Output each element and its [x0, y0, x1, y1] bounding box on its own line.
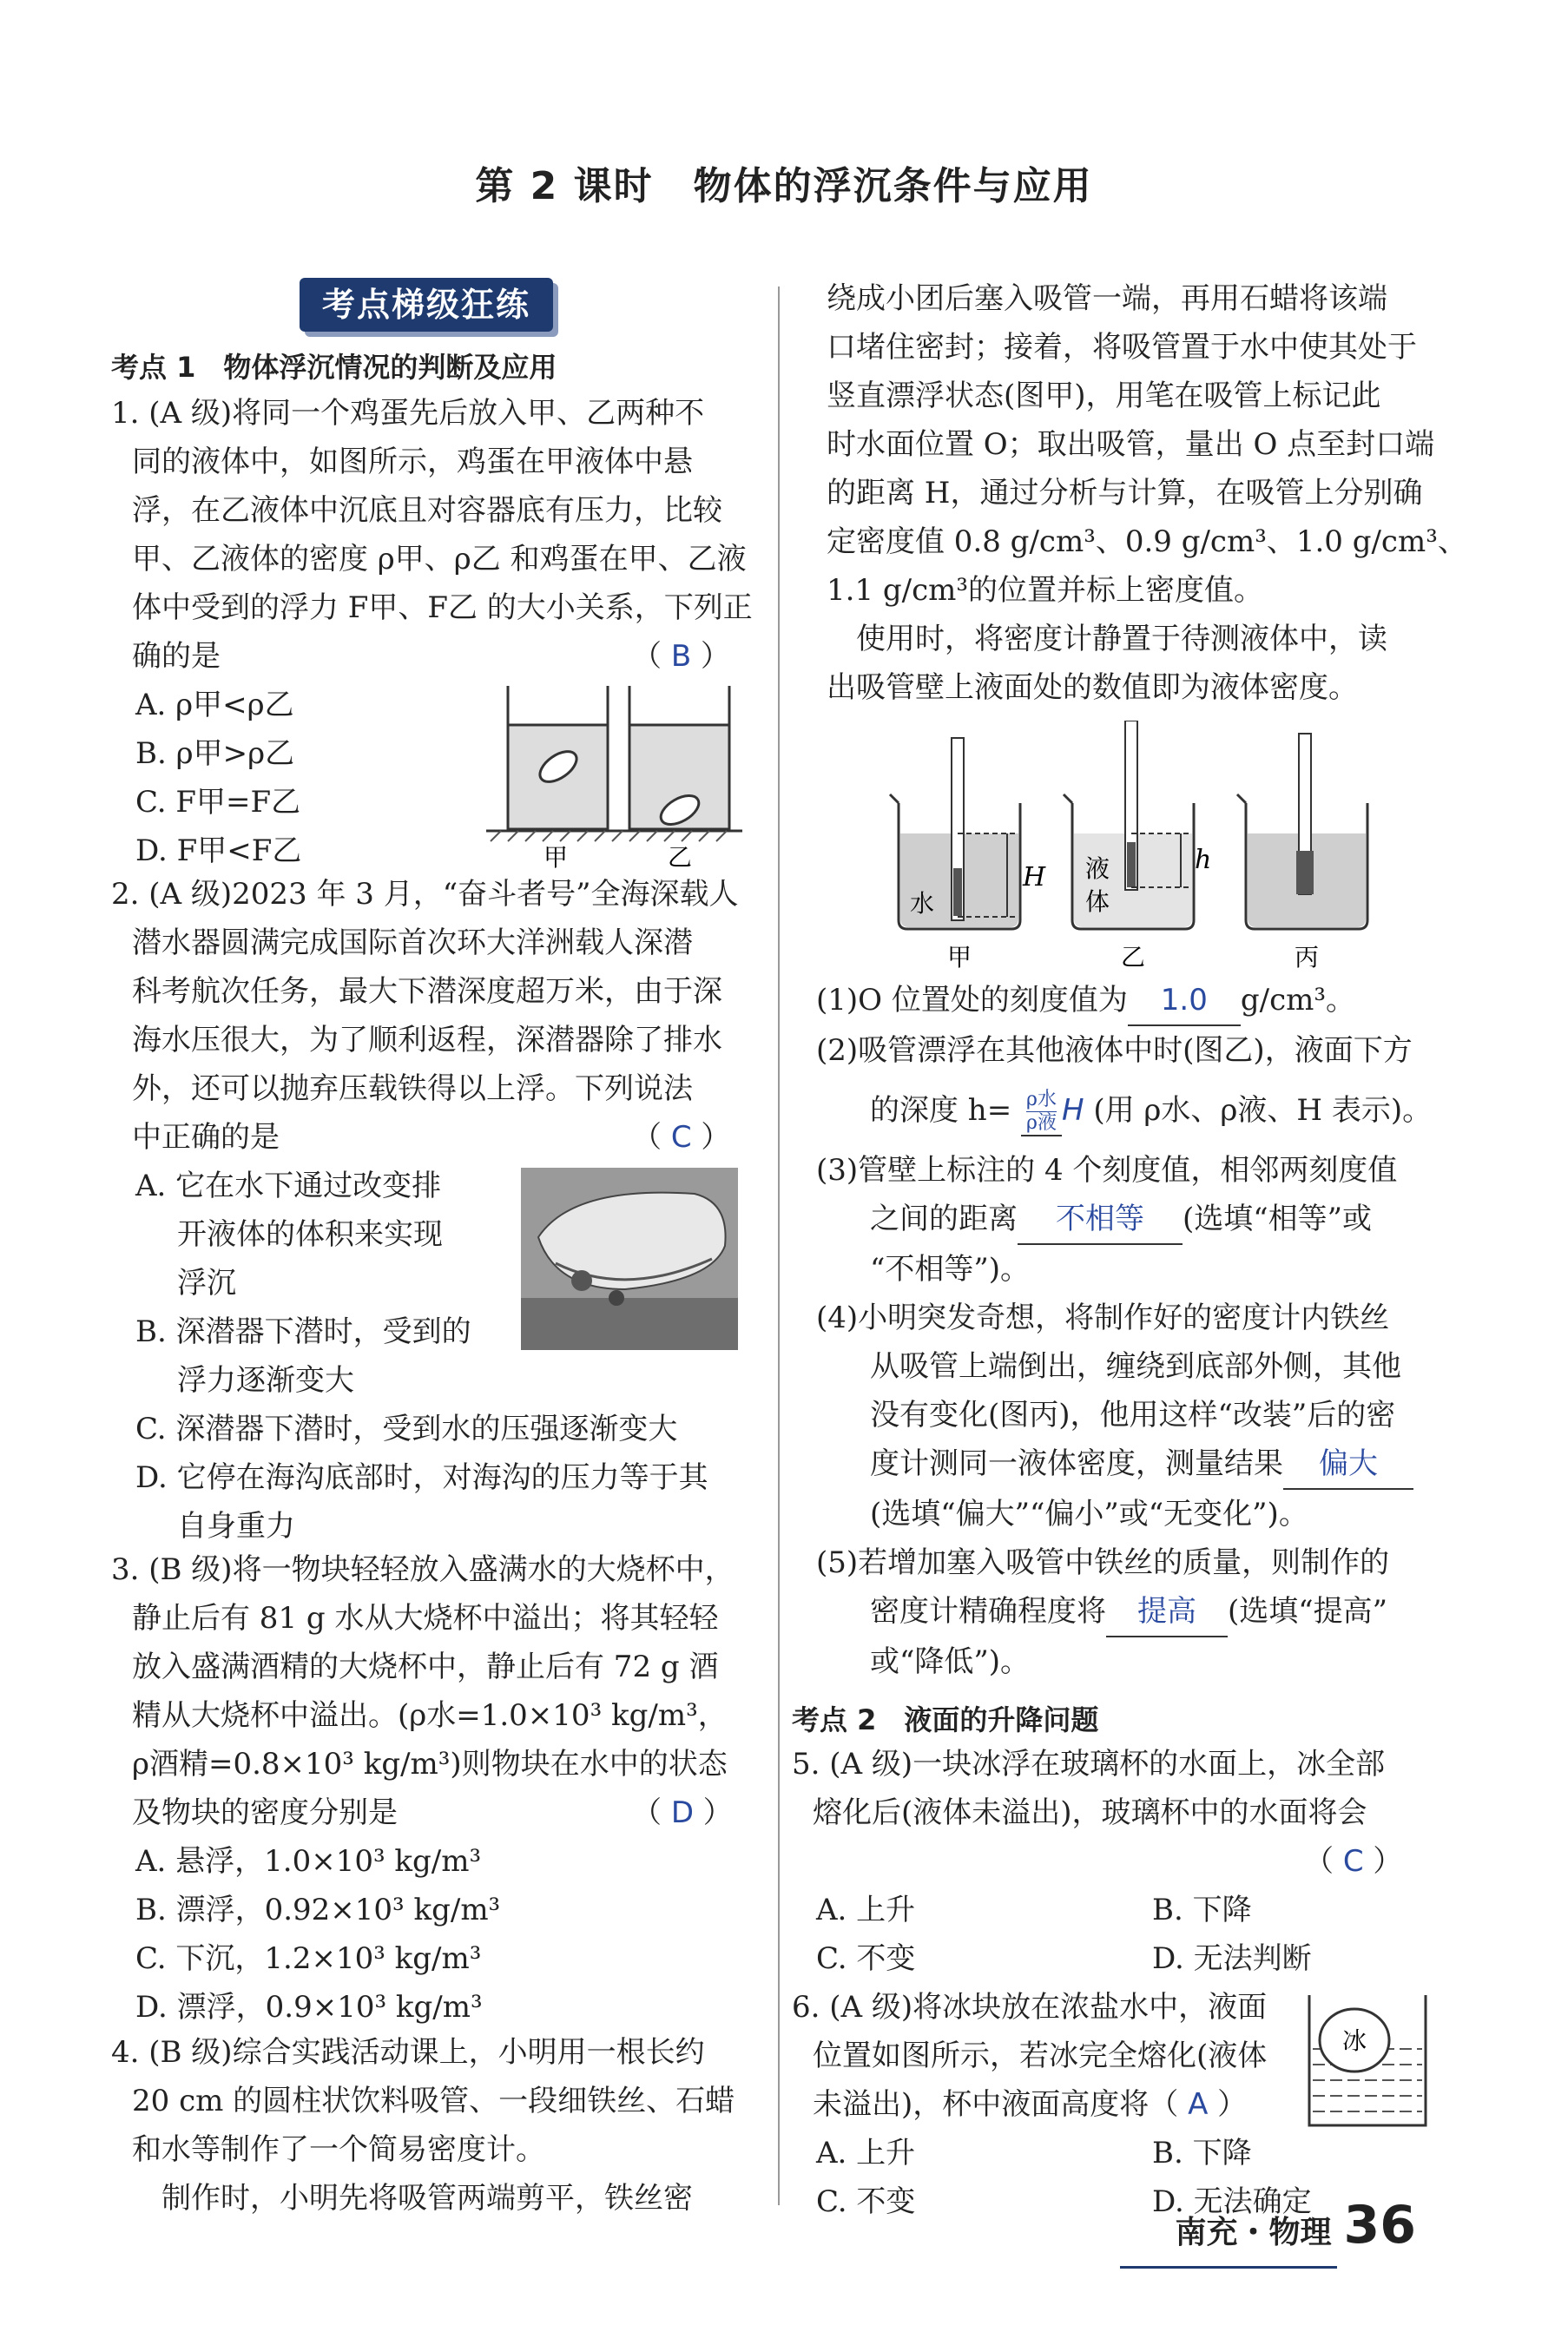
q1-option: B. ρ甲>ρ乙: [135, 736, 295, 771]
q1-line: 体中受到的浮力 F甲、F乙 的大小关系，下列正: [132, 590, 753, 625]
page-title: 第 2 课时 物体的浮沉条件与应用: [475, 164, 1093, 208]
answer-bracket: （ A ）: [1149, 2087, 1248, 2122]
question-4: [111, 2028, 735, 2223]
q3-stem-end: [111, 1788, 757, 1837]
fig-text-water: 水: [910, 889, 935, 918]
q2-stem-end: [111, 1113, 757, 1162]
q1-stem-end: [111, 632, 757, 681]
q4-line: 20 cm 的圆柱状饮料吸管、一段细铁丝、石蜡: [132, 2084, 735, 2118]
q1-answer: B: [670, 639, 692, 674]
q3-line: 及物块的密度分别是: [132, 1795, 398, 1830]
q4-sub5-hint: (选填“提高”: [1228, 1594, 1388, 1629]
question-5: [792, 1740, 1434, 1983]
q4-sub2-numerator: ρ水: [1026, 1088, 1057, 1110]
q4-sub4-line: 从吸管上端倒出，缠绕到底部外侧，其他: [870, 1349, 1401, 1384]
q4-sub5-line1: (5)若增加塞入吸管中铁丝的质量，则制作的: [816, 1545, 1390, 1580]
q4-sub1-text: (1)O 位置处的刻度值为: [816, 983, 1128, 1018]
column-divider: [778, 287, 780, 2205]
q1-line: 甲、乙液体的密度 ρ甲、ρ乙 和鸡蛋在甲、乙液: [132, 542, 747, 576]
answer-bracket: （ B ）: [632, 639, 730, 674]
q4-sub5: [816, 1587, 1432, 1637]
q4-right-line: 使用时，将密度计静置于待测液体中，读: [827, 622, 1387, 656]
q4-sub2-line1: (2)吸管漂浮在其他液体中时(图乙)，液面下方: [816, 1033, 1413, 1068]
q4-sub5-text: 密度计精确程度将: [870, 1594, 1106, 1629]
q3-answer: D: [670, 1795, 694, 1830]
footer-text: 南充・物理: [1175, 2215, 1332, 2250]
q2-line: 海水压很大，为了顺利返程，深潜器除了排水: [132, 1023, 722, 1057]
answer-bracket: （ C ）: [1304, 1844, 1403, 1879]
beaker-a: [890, 738, 1046, 972]
answer-bracket: （ C ）: [632, 1120, 731, 1155]
q1-figure: [482, 682, 742, 873]
q2-option: A. 它在水下通过改变排: [135, 1169, 442, 1203]
q4-sub1-answer: 1.0: [1128, 976, 1241, 1026]
q1-line: 确的是: [132, 639, 221, 674]
fig-label: 甲: [946, 943, 972, 972]
q6-line: 未溢出)，杯中液面高度将: [813, 2087, 1150, 2122]
beaker-b: [1064, 721, 1211, 972]
q4-right-line: 出吸管壁上液面处的数值即为液体密度。: [827, 670, 1358, 705]
q2-answer: C: [670, 1120, 692, 1155]
q4-sub4-text: 度计测同一液体密度，测量结果: [870, 1446, 1283, 1481]
q1-option: A. ρ甲<ρ乙: [135, 688, 294, 722]
q3-option: A. 悬浮，1.0×10³ kg/m³: [135, 1844, 482, 1879]
page-footer: [1175, 2195, 1416, 2256]
section-heading-2: 考点 2 液面的升降问题: [792, 1703, 1099, 1736]
q2-option: 自身重力: [177, 1509, 295, 1544]
q2-option: D. 它停在海沟底部时，对海沟的压力等于其: [135, 1460, 708, 1495]
q6-option: A. 上升: [816, 2136, 916, 2170]
fig-label: 丙: [1294, 943, 1320, 972]
q4-sub5-line3: 或“降低”)。: [870, 1644, 1031, 1679]
q4-sub4: [816, 1439, 1432, 1490]
q5-options-row: [792, 1886, 1434, 1934]
q4-sub4-line: 没有变化(图丙)，他用这样“改装”后的密: [870, 1398, 1396, 1433]
q2-option: 浮力逐渐变大: [177, 1363, 354, 1398]
q4-sub2-H: H: [1061, 1093, 1084, 1128]
q1-line: 浮，在乙液体中沉底且对容器底有压力，比较: [132, 493, 722, 528]
section-banner: 考点梯级狂练: [300, 278, 553, 332]
q3-line: 精从大烧杯中溢出。(ρ水=1.0×10³ kg/m³，: [132, 1698, 728, 1733]
q3-option: D. 漂浮，0.9×10³ kg/m³: [135, 1990, 483, 2025]
fig-text-h: h: [1195, 845, 1212, 875]
q4-sub3-line1: (3)管壁上标注的 4 个刻度值，相邻两刻度值: [816, 1153, 1398, 1188]
q5-option: D. 无法判断: [1152, 1941, 1312, 1976]
question-3: [111, 1545, 757, 2032]
q2-line: 外，还可以抛弃压载铁得以上浮。下列说法: [132, 1071, 693, 1106]
fig-label: 乙: [667, 843, 693, 872]
q5-line: 5. (A 级)一块冰浮在玻璃杯的水面上，冰全部: [792, 1747, 1386, 1782]
q4-continued: [807, 274, 1467, 712]
q4-sub3-answer: 不相等: [1018, 1195, 1183, 1245]
q4-subquestions: [816, 976, 1432, 1686]
q3-option: B. 漂浮，0.92×10³ kg/m³: [135, 1893, 501, 1927]
q3-line: 放入盛满酒精的大烧杯中，静止后有 72 g 酒: [132, 1650, 719, 1684]
fig-label-ice: 冰: [1341, 2026, 1367, 2055]
fig-text-liquid: 液: [1085, 854, 1110, 883]
q1-line: 1. (A 级)将同一个鸡蛋先后放入甲、乙两种不: [111, 396, 705, 431]
q4-sub2-hint: (用 ρ水、ρ液、H 表示)。: [1093, 1093, 1433, 1128]
q4-figure: [877, 721, 1433, 972]
q4-sub5-answer: 提高: [1106, 1587, 1228, 1637]
section-heading-1: 考点 1 物体浮沉情况的判断及应用: [111, 351, 557, 384]
q4-sub3-hint: (选填“相等”或: [1183, 1202, 1373, 1236]
q4-sub2-denominator: ρ液: [1026, 1111, 1057, 1134]
q4-sub1-unit: g/cm³。: [1240, 983, 1355, 1018]
q6-option: D. 无法确定: [1152, 2184, 1312, 2219]
q5-answer: C: [1342, 1844, 1364, 1879]
q6-figure: [1302, 1986, 1433, 2134]
q2-line: 2. (A 级)2023 年 3 月，“奋斗者号”全海深载人: [111, 877, 739, 912]
q4-right-line: 的距离 H，通过分析与计算，在吸管上分别确: [827, 476, 1423, 510]
q1-line: 同的液体中，如图所示，鸡蛋在甲液体中悬: [132, 445, 693, 479]
q2-option: 开液体的体积来实现: [177, 1217, 443, 1252]
q4-sub3: [816, 1195, 1432, 1245]
q1-option: D. F甲<F乙: [135, 833, 302, 868]
q5-option: A. 上升: [816, 1893, 916, 1927]
q3-line: 静止后有 81 g 水从大烧杯中溢出；将其轻轻: [132, 1601, 719, 1636]
q2-option: 浮沉: [177, 1266, 236, 1301]
q4-sub1: [816, 976, 1432, 1026]
q4-line: 制作时，小明先将吸管两端剪平，铁丝密: [132, 2181, 693, 2216]
q4-sub3-line3: “不相等”)。: [870, 1252, 1031, 1287]
fig-label: 甲: [543, 843, 569, 872]
q6-line: 6. (A 级)将冰块放在浓盐水中，液面: [792, 1990, 1268, 2025]
q4-line: 4. (B 级)综合实践活动课上，小明用一根长约: [111, 2035, 705, 2070]
q2-line: 科考航次任务，最大下潜深度超万米，由于深: [132, 974, 722, 1009]
q2-option: B. 深潜器下潜时，受到的: [135, 1314, 471, 1349]
q4-sub2-text: 的深度 h=: [870, 1093, 1012, 1128]
q4-right-line: 竖直漂浮状态(图甲)，用笔在吸管上标记此: [827, 379, 1381, 413]
q2-line: 中正确的是: [132, 1120, 280, 1155]
q2-option: C. 深潜器下潜时，受到水的压强逐渐变大: [135, 1412, 678, 1446]
fig-text-H: H: [1023, 862, 1046, 893]
q6-options-row: [792, 2129, 1434, 2177]
q2-line: 潜水器圆满完成国际首次环大洋洲载人深潜: [132, 925, 693, 960]
q4-sub2: [816, 1075, 1432, 1146]
q4-sub3-text: 之间的距离: [870, 1202, 1018, 1236]
q4-sub2-answer: [1021, 1089, 1062, 1136]
q6-option: B. 下降: [1152, 2136, 1252, 2170]
q4-sub4-line5: (选填“偏大”“偏小”或“无变化”)。: [870, 1497, 1308, 1531]
q1-option: C. F甲=F乙: [135, 785, 301, 820]
q3-line: ρ酒精=0.8×10³ kg/m³)则物块在水中的状态: [132, 1747, 728, 1782]
answer-bracket: （ D ）: [632, 1795, 733, 1830]
q4-right-line: 1.1 g/cm³的位置并标上密度值。: [827, 573, 1264, 608]
fig-text-body: 体: [1085, 887, 1110, 916]
q4-right-line: 定密度值 0.8 g/cm³、0.9 g/cm³、1.0 g/cm³、: [827, 524, 1467, 559]
q4-right-line: 时水面位置 O；取出吸管，量出 O 点至封口端: [827, 427, 1435, 462]
q5-option: C. 不变: [816, 1941, 916, 1976]
q5-option: B. 下降: [1152, 1893, 1252, 1927]
q5-options-row: [792, 1934, 1434, 1983]
footer-rule: [1120, 2266, 1337, 2269]
q4-sub4-line: (4)小明突发奇想，将制作好的密度计内铁丝: [816, 1301, 1390, 1335]
q3-option: C. 下沉，1.2×10³ kg/m³: [135, 1941, 482, 1976]
page-number: 36: [1343, 2195, 1416, 2256]
q5-line: 熔化后(液体未溢出)，玻璃杯中的水面将会: [813, 1795, 1367, 1830]
beaker-c: [1237, 734, 1367, 972]
q6-line: 位置如图所示，若冰完全熔化(液体: [813, 2039, 1268, 2073]
fig-label: 乙: [1120, 943, 1146, 972]
q6-answer: A: [1188, 2087, 1209, 2122]
q4-line: 和水等制作了一个简易密度计。: [132, 2132, 545, 2167]
q4-right-line: 绕成小团后塞入吸管一端，再用石蜡将该端: [827, 281, 1387, 316]
q6-option: C. 不变: [816, 2184, 916, 2219]
q3-line: 3. (B 级)将一物块轻轻放入盛满水的大烧杯中，: [111, 1552, 735, 1587]
q4-sub4-answer: 偏大: [1283, 1439, 1413, 1490]
q4-right-line: 口堵住密封；接着，将吸管置于水中使其处于: [827, 330, 1417, 365]
submersible-photo: [521, 1168, 738, 1350]
